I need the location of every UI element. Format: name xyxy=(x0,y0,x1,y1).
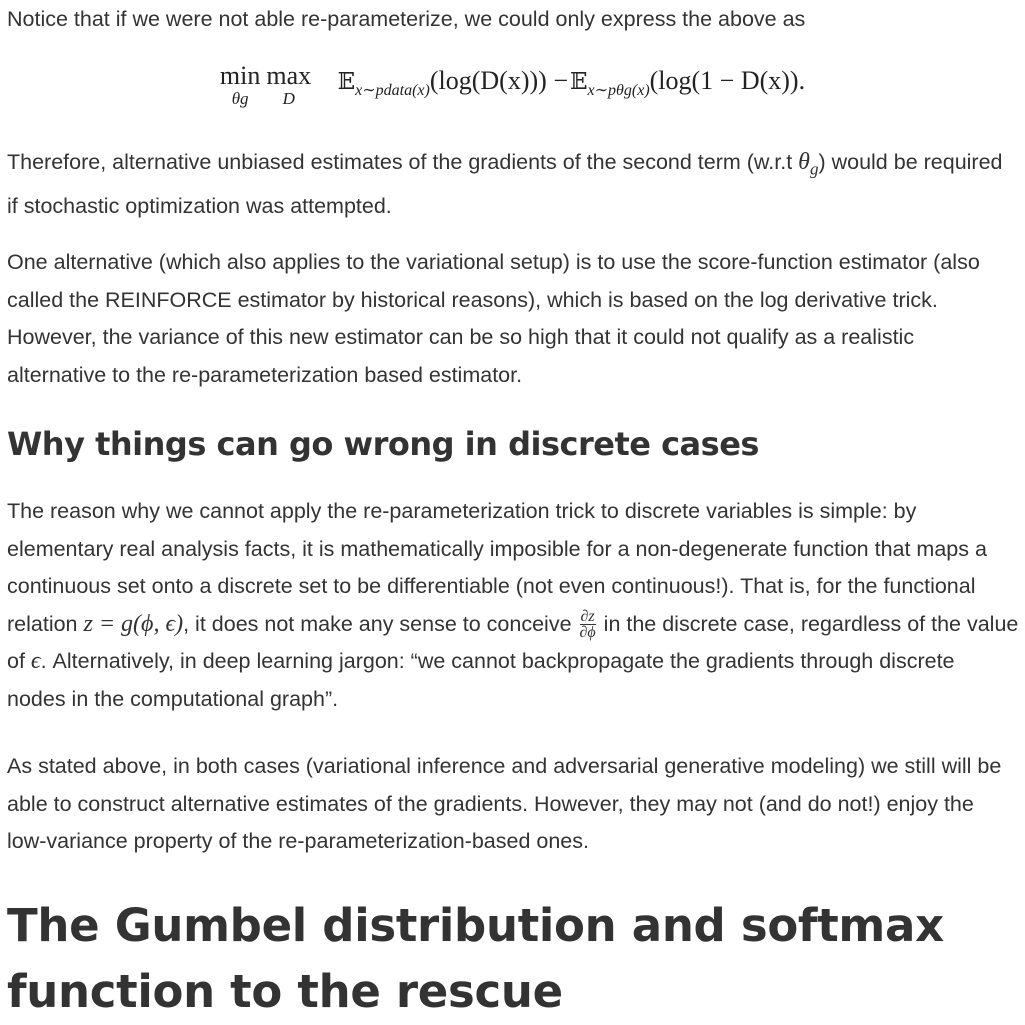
intro-paragraph: Notice that if we were not able re-parameterize, we could only express the above as xyxy=(7,7,806,31)
discrete-reason-paragraph: The reason why we cannot apply the re-parameterization trick to discrete variables is simple: by elementary real analysis facts, it is mathematically imposible for a non-degenerate function that maps a continuous set onto a discrete set to be differentiable (not even continuous!). That is, for the functional relation z = g(ϕ, ϵ), it does not make any sense to conceive $\frac{\partial z}{\partial\phi}$ in the discrete case, regardless of the value of ϵ. Alternatively, in deep learning jargon: “we cannot backpropagate the gradients through discrete nodes in the computational graph”. xyxy=(7,499,1019,711)
functional-relation-math: z = g(ϕ, ϵ) xyxy=(83,610,184,637)
max-operator: max D xyxy=(266,61,312,108)
equation-minus: − xyxy=(546,66,568,95)
gradient-estimates-paragraph: Therefore, alternative unbiased estimates of the gradients of the second term (w.r.t $\theta_g$) would be required if stochastic optimization was attempted. xyxy=(7,149,1003,218)
gumbel-softmax-heading: The Gumbel distribution and softmax function to the rescue xyxy=(7,899,944,1018)
theta-symbol: θ xyxy=(798,149,810,175)
equation-term-2: (log(1 − D(x)). xyxy=(649,66,806,95)
expectation-subscript-1: x∼pdata(x) xyxy=(355,82,430,99)
discrete-cases-heading: Why things can go wrong in discrete cases xyxy=(7,425,759,463)
expectation-symbol-2: 𝔼 xyxy=(569,69,588,95)
alternative-estimates-paragraph: As stated above, in both cases (variational inference and adversarial generative modeling) we still will be able to construct alternative estimates of the gradients. However, they may not (and do not!) enjoy the low-variance property of the re-parameterization-based ones. xyxy=(7,754,1002,853)
partial-derivative-fraction: $\frac{\partial z}{\partial\phi}$ xyxy=(579,608,596,642)
equation-term-1: (log(D(x))) xyxy=(429,66,547,95)
minimax-equation xyxy=(0,62,1025,110)
score-function-paragraph: One alternative (which also applies to the variational setup) is to use the score-function estimator (also called the REINFORCE estimator by historical reasons), which is based on the log derivative trick. However, the variance of this new estimator can be so high that it could not qualify as a realistic alternative to the re-parameterization based estimator. xyxy=(7,250,980,387)
expectation-symbol-1: 𝔼 xyxy=(337,69,356,95)
epsilon-symbol: ϵ xyxy=(30,648,41,674)
expectation-subscript-2: x∼pθg(x) xyxy=(587,82,650,99)
min-operator: min θg xyxy=(219,61,261,108)
